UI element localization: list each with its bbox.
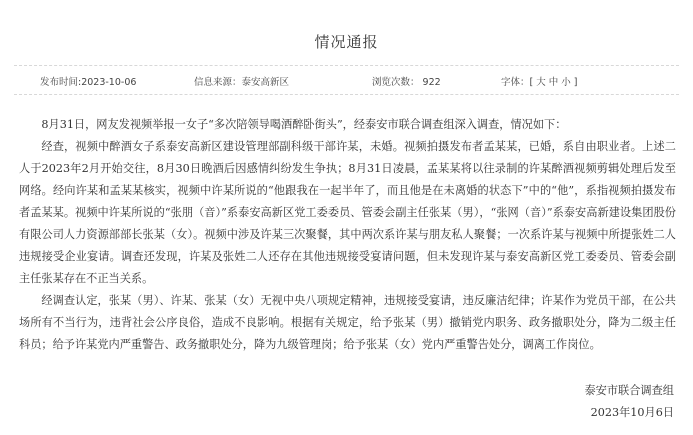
publish-time: 发布时间:2023-10-06 bbox=[40, 77, 137, 88]
article-body bbox=[19, 114, 676, 356]
article-meta-bar bbox=[14, 65, 679, 95]
signature-date: 2023年10月6日 bbox=[590, 406, 674, 419]
paragraph-intro: 8月31日，网友发视频举报一女子“多次陪领导喝酒醉卧街头”，经泰安市联合调查组深入调查，情况如下： bbox=[41, 118, 567, 131]
info-source: 信息来源：泰安高新区 bbox=[194, 77, 290, 88]
font-size-selector[interactable]: 字体：[ 大 中 小 ] bbox=[501, 77, 578, 88]
signature-org: 泰安市联合调查组 bbox=[584, 384, 674, 397]
paragraph-conclusion: 经调查认定，张某（男）、许某、张某（女）无视中央八项规定精神，违规接受宴请，违反廉洁纪律；许某作为党员干部，在公共场所有不当行为，违背社会公序良俗，造成不良影响。根据有关规定，给予张某（男）撤销党内职务、政务撤职处分，降为二级主任科员；给予许某党内严重警告、政务撤职处分，降为九级管理岗；给予张某（女）党内严重警告处分，调离工作岗位。 bbox=[19, 294, 676, 351]
page-title: 情况通报 bbox=[314, 33, 379, 51]
paragraph-findings: 经查，视频中醉酒女子系泰安高新区建设管理部副科级干部许某，未婚。视频拍摄发布者孟某某，已婚，系自由职业者。上述二人于2023年2月开始交往，8月30日晚酒后因感情纠纷发生争执；8月31日凌晨，孟某某将以往录制的许某醉酒视频剪辑处理后发至网络。经向许某和孟某某核实，视频中许某所说的“他跟我在一起半年了，而且他是在未离婚的状态下”中的“他”，系指视频拍摄发布者孟某某。视频中许某所说的“张朋（音）”系泰安高新区党工委委员、管委会副主任张某（男），“张网（音）”系泰安高新建设集团股份有限公司人力资源部部长张某（女）。视频中涉及许某三次聚餐，其中两次系许某与朋友私人聚餐；一次系许某与视频中所提张姓二人违规接受企业宴请。调查还发现，许某及张姓二人还存在其他违规接受宴请问题，但未发现许某与泰安高新区党工委委员、管委会副主任张某存在不正当关系。 bbox=[19, 140, 676, 285]
view-count: 浏览次数： 922 bbox=[372, 77, 441, 88]
